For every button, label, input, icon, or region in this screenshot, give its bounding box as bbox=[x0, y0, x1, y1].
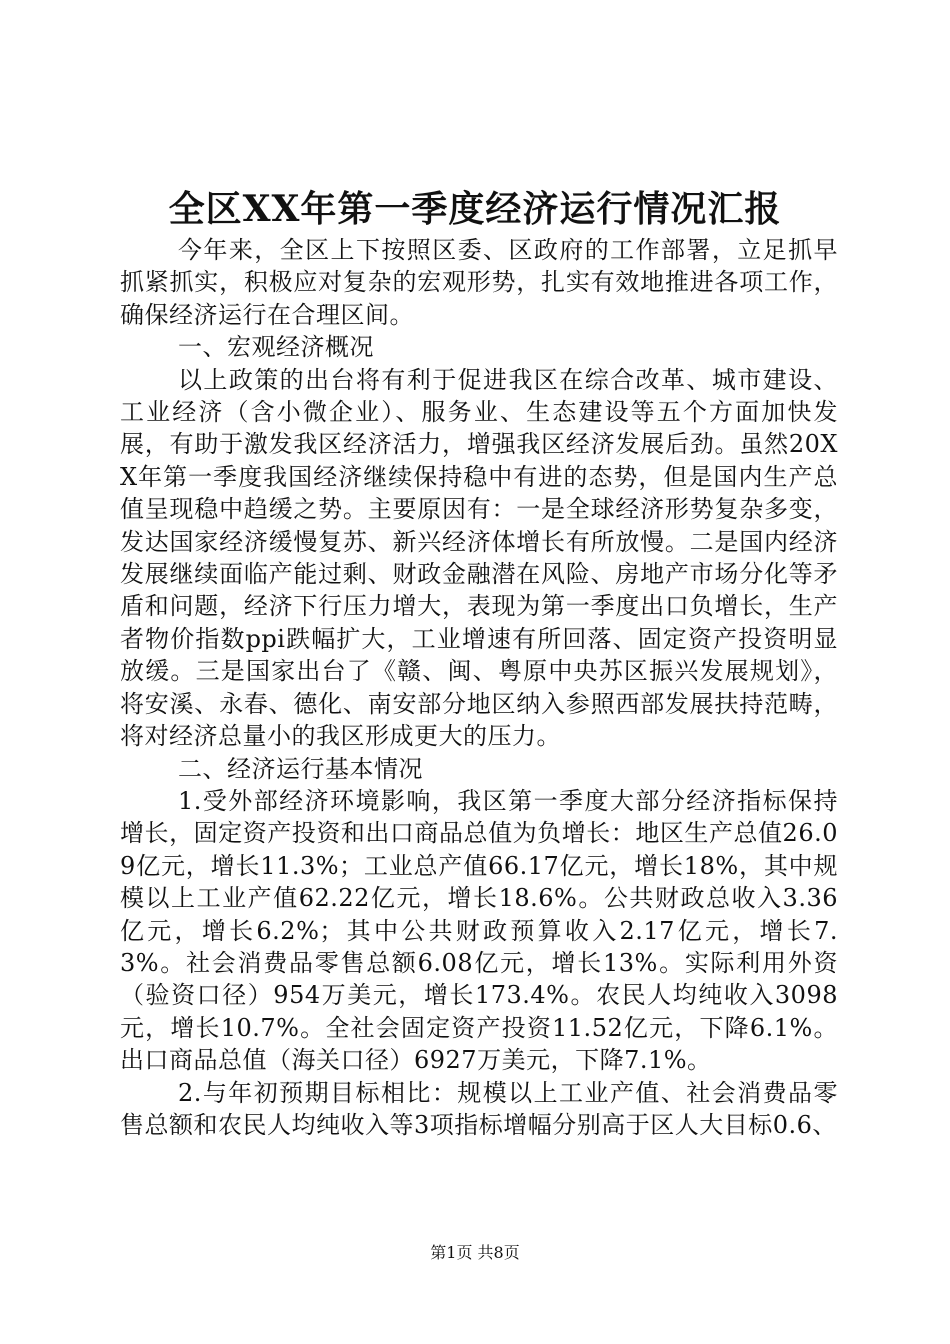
paragraph-macro-overview: 以上政策的出台将有利于促进我区在综合改革、城市建设、工业经济（含小微企业）、服务业、生态建设等五个方面加快发展，有助于激发我区经济活力，增强我区经济发展后劲。虽然20XX年第一季度我国经济继续保持稳中有进的态势，但是国内生产总值呈现稳中趋缓之势。主要原因有：一是全球经济形势复杂多变，发达国家经济缓慢复苏、新兴经济体增长有所放慢。二是国内经济发展继续面临产能过剩、财政金融潜在风险、房地产市场分化等矛盾和问题，经济下行压力增大，表现为第一季度出口负增长，生产者物价指数ppi跌幅扩大，工业增速有所回落、固定资产投资明显放缓。三是国家出台了《赣、闽、粤原中央苏区振兴发展规划》，将安溪、永春、德化、南安部分地区纳入参照西部发展扶持范畴，将对经济总量小的我区形成更大的压力。 bbox=[120, 365, 838, 751]
paragraph-intro: 今年来，全区上下按照区委、区政府的工作部署，立足抓早抓紧抓实，积极应对复杂的宏观形势，扎实有效地推进各项工作，确保经济运行在合理区间。 bbox=[120, 236, 838, 329]
document-body bbox=[120, 234, 838, 1141]
page-footer: 第1页 共8页 bbox=[430, 1243, 520, 1262]
document-title: 全区XX年第一季度经济运行情况汇报 bbox=[168, 188, 782, 230]
paragraph-targets: 2.与年初预期目标相比：规模以上工业产值、社会消费品零售总额和农民人均纯收入等3项指标增幅分别高于区人大目标0.6、 bbox=[120, 1078, 838, 1139]
paragraph-indicators: 1.受外部经济环境影响，我区第一季度大部分经济指标保持增长，固定资产投资和出口商品总值为负增长：地区生产总值26.09亿元，增长11.3%；工业总产值66.17亿元，增长18%，其中规模以上工业产值62.22亿元，增长18.6%。公共财政总收入3.36亿元，增长6.2%；其中公共财政预算收入2.17亿元，增长7.3%。社会消费品零售总额6.08亿元，增长13%。实际利用外资（验资口径）954万美元，增长173.4%。农民人均纯收入3098元，增长10.7%。全社会固定资产投资11.52亿元，下降6.1%。出口商品总值（海关口径）6927万美元，下降7.1%。 bbox=[120, 786, 838, 1075]
section-heading-operation: 二、经济运行基本情况 bbox=[178, 754, 423, 783]
section-heading-macro: 一、宏观经济概况 bbox=[178, 333, 374, 362]
